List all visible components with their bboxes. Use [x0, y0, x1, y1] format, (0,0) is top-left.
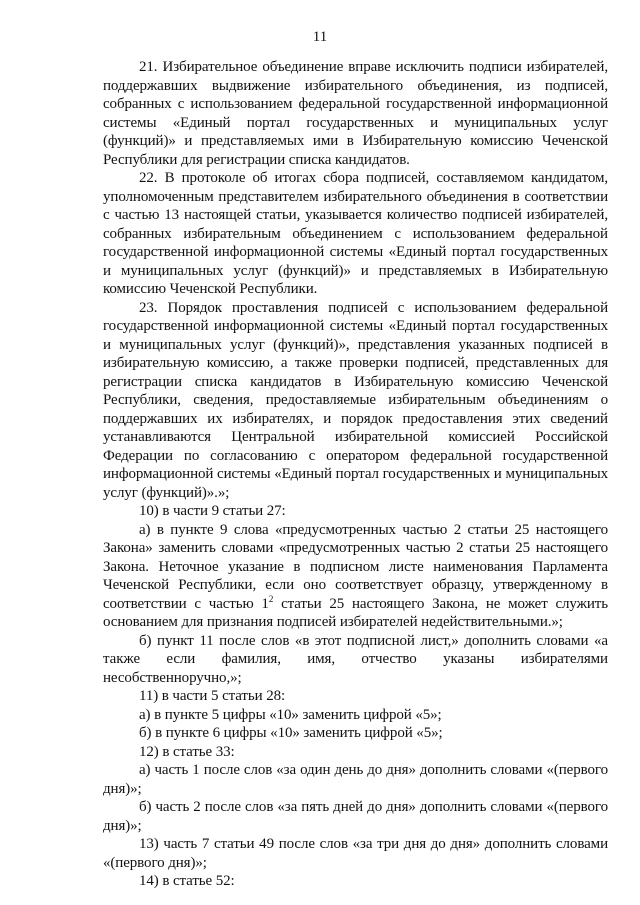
item-10-subitem-a [103, 521, 608, 632]
item-11-subitem-b: б) в пункте 6 цифры «10» заменить цифрой «5»; [139, 725, 443, 741]
paragraph-23: 23. Порядок проставления подписей с использованием федеральной государственной информационной системы «Единый портал государственных и муниципальных услуг (функций)», представления указанных подписей в избирательную комиссию, а также проверки подписей, представленных для регистрации списка кандидатов в Избирательную комиссию Чеченской Республики, сведения, предоставляемые избирательным объединениям о поддержавших их избирателях, и порядок предоставления этих сведений устанавливаются Центральной избирательной комиссией Российской Федерации по согласованию с оператором федеральной государственной информационной системы «Единый портал государственных и муниципальных услуг (функций)».»; [103, 299, 608, 501]
item-10-subitem-a-text-cont: статьи 25 настоящего Закона, не может служить основанием для признания подписей избирателей недействительными.»; [103, 595, 608, 630]
item-12-subitem-b: б) часть 2 после слов «за пять дней до дня» дополнить словами «(первого дня)»; [103, 799, 608, 834]
superscript: 2 [268, 593, 274, 604]
document-body [103, 58, 608, 891]
paragraph-22: 22. В протоколе об итогах сбора подписей, составляемом кандидатом, уполномоченным представителем избирательного объединения в соответствии с частью 13 настоящей статьи, указывается количество подписей избирателей, собранных избирательным объединением с использованием федеральной государственной информационной системы «Единый портал государственных и муниципальных услуг (функций)» и представляемых в Избирательную комиссию Чеченской Республики. [103, 170, 608, 297]
item-12-subitem-a: а) часть 1 после слов «за один день до дня» дополнить словами «(первого дня)»; [103, 762, 608, 797]
item-11-subitem-a: а) в пункте 5 цифры «10» заменить цифрой «5»; [139, 706, 442, 723]
page-number: 11 [312, 29, 328, 45]
item-10-heading: 10) в части 9 статьи 27: [139, 503, 286, 519]
item-11-heading: 11) в части 5 статьи 28: [139, 688, 286, 704]
item-10-subitem-a-text: а) в пункте 9 слова «предусмотренных частью 2 статьи 25 настоящего Закона» заменить словами «предусмотренных частью 2 статьи 25 настоящего Закона. Неточное указание в подписном листе наименования Парламента Чеченской Республики, если оно соответствует образцу, утвержденному в соответствии с частью 1 [103, 521, 608, 612]
item-13: 13) часть 7 статьи 49 после слов «за три дня до дня» дополнить словами «(первого дня)»; [103, 836, 608, 871]
item-12-heading: 12) в статье 33: [139, 743, 235, 760]
paragraph-21: 21. Избирательное объединение вправе исключить подписи избирателей, поддержавших выдвижение избирательного объединения, из подписей, собранных с использованием федеральной государственной информационной системы «Единый портал государственных и муниципальных услуг (функций)» и представляемых ими в Избирательную комиссию Чеченской Республики для регистрации списка кандидатов. [103, 59, 608, 168]
item-14-heading: 14) в статье 52: [139, 873, 235, 889]
item-10-subitem-b: б) пункт 11 после слов «в этот подписной лист,» дополнить словами «а также если фамилия, имя, отчество указаны избирателями несобственноручно,»; [103, 632, 608, 686]
